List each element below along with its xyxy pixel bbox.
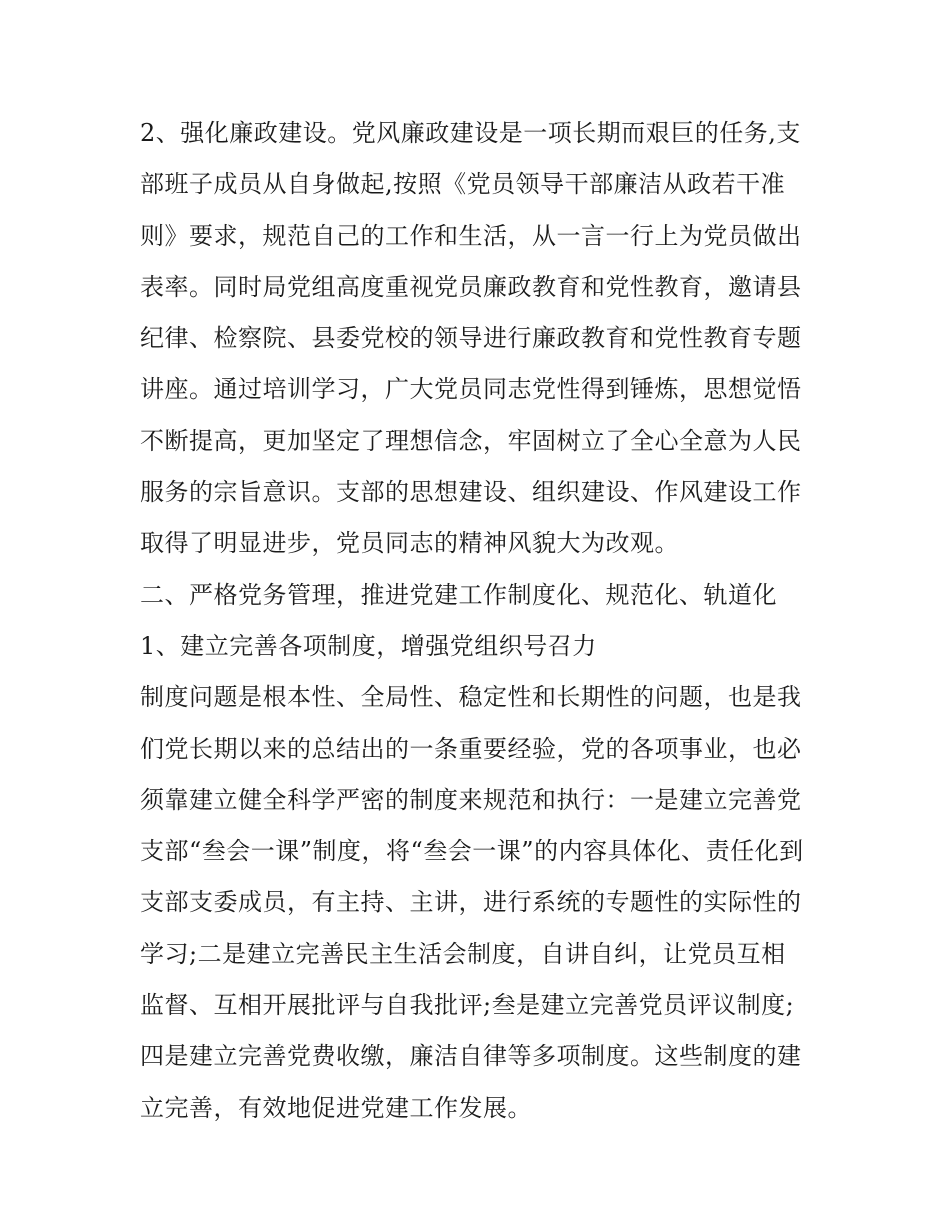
text-line-16: 支部支委成员，有主持、主讲，进行系统的专题性的实际性的: [140, 888, 802, 917]
text-line-4: 表率。同时局党组高度重视党员廉政教育和党性教育，邀请县: [140, 272, 802, 301]
text-line-20: 立完善，有效地促进党建工作发展。: [140, 1093, 532, 1122]
text-line-1: 2、强化廉政建设。党风廉政建设是一项长期而艰巨的任务,支: [140, 119, 801, 147]
text-line-5: 纪律、检察院、县委党校的领导进行廉政教育和党性教育专题: [140, 324, 802, 353]
text-line-3: 则》要求，规范自己的工作和生活，从一言一行上为党员做出: [140, 221, 802, 250]
text-line-8: 服务的宗旨意识。支部的思想建设、组织建设、作风建设工作: [140, 478, 802, 507]
text-line-19: 四是建立完善党费收缴，廉洁自律等多项制度。这些制度的建: [140, 1042, 802, 1071]
text-line-18: 监督、互相开展批评与自我批评;叁是建立完善党员评议制度;: [140, 991, 795, 1020]
text-line-13: 们党长期以来的总结出的一条重要经验，党的各项事业，也必: [140, 734, 802, 763]
text-line-9: 取得了明显进步，党员同志的精神风貌大为改观。: [140, 529, 679, 558]
subsection-heading: 1、建立完善各项制度，增强党组织号召力: [140, 631, 597, 660]
document-body: [140, 108, 820, 1134]
text-line-14: 须靠建立健全科学严密的制度来规范和执行：一是建立完善党: [140, 785, 802, 814]
section-heading: 二、严格党务管理，推进党建工作制度化、规范化、轨道化: [140, 580, 777, 609]
text-line-17: 学习;二是建立完善民主生活会制度，自讲自纠，让党员互相: [140, 939, 786, 968]
text-line-2: 部班子成员从自身做起,按照《党员领导干部廉洁从政若干准: [140, 170, 786, 199]
text-line-7: 不断提高，更加坚定了理想信念，牢固树立了全心全意为人民: [140, 426, 802, 455]
text-line-15: 支部“叁会一课”制度，将“叁会一课”的内容具体化、责任化到: [140, 837, 804, 866]
text-line-6: 讲座。通过培训学习，广大党员同志党性得到锤炼，思想觉悟: [140, 375, 802, 404]
text-line-12: 制度问题是根本性、全局性、稳定性和长期性的问题，也是我: [140, 683, 802, 712]
